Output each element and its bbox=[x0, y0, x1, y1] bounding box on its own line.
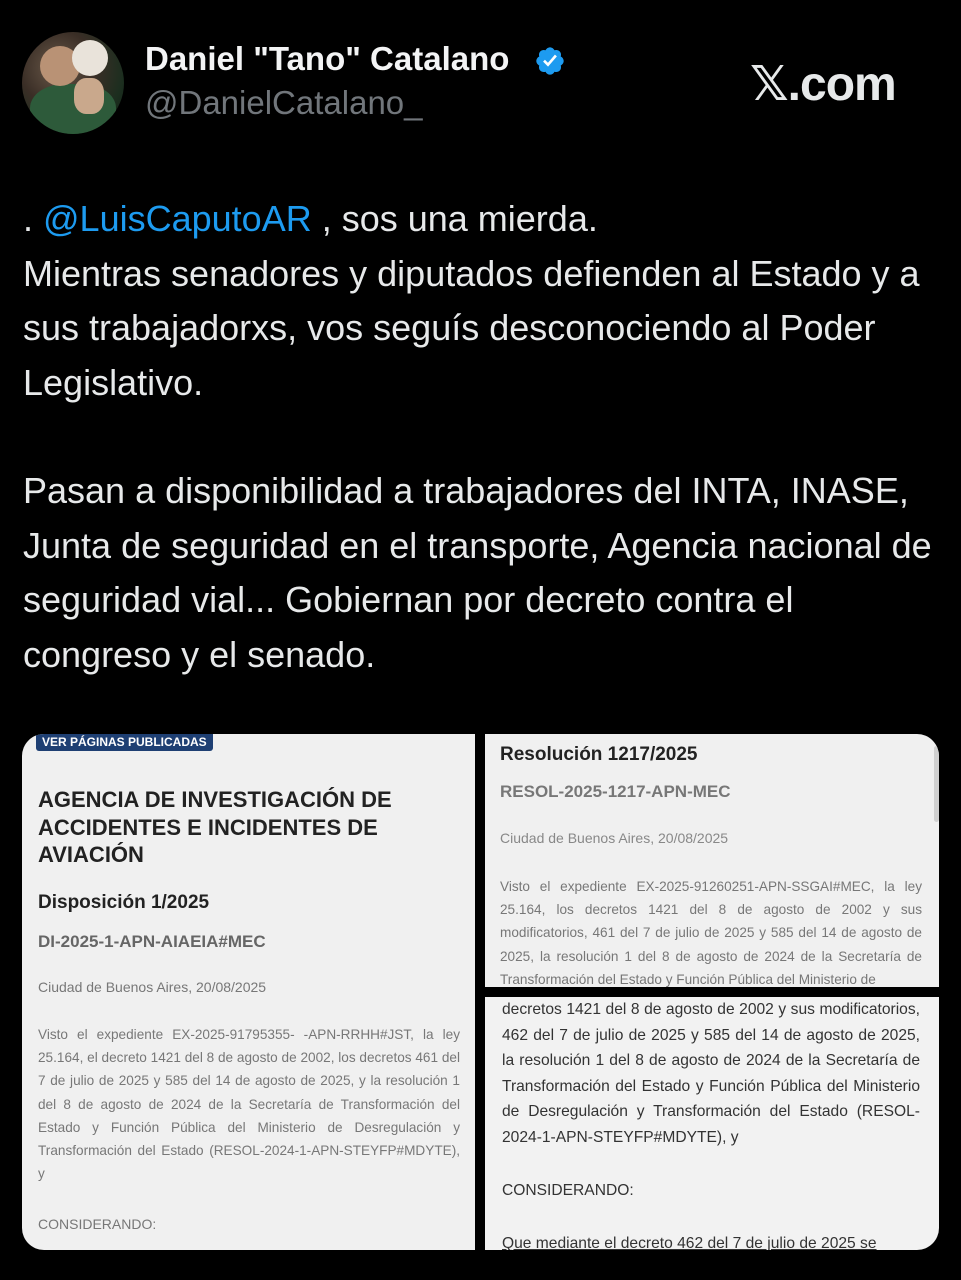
disposition-title: Disposición 1/2025 bbox=[38, 892, 210, 913]
media-image-left[interactable] bbox=[22, 734, 475, 1250]
display-name[interactable]: Daniel "Tano" Catalano bbox=[145, 40, 510, 77]
x-logo-icon: 𝕏 bbox=[750, 56, 788, 112]
tweet-prefix: . bbox=[23, 198, 44, 239]
mention-link[interactable]: @LuisCaputoAR bbox=[43, 198, 312, 239]
tweet-line-1 bbox=[23, 192, 943, 247]
verified-badge-icon bbox=[534, 45, 566, 77]
resolution-code: RESOL-2025-1217-APN-MEC bbox=[500, 782, 731, 801]
document-body: Visto el expediente EX-2025-91260251-APN-SSGAI#MEC, la ley 25.164, los decretos 1421 del 8 de agosto de 2002 y sus modificatorios, 461 del 7 de julio de 2025 y 585 del 14 de agosto de 2025, la resolución 1 del 8 de agosto de 2024 de la Secretaría de Transformación del Estado y Función Pública del Ministerio de bbox=[500, 879, 922, 987]
media-image-right-top[interactable] bbox=[485, 734, 939, 987]
media-grid bbox=[22, 734, 939, 1250]
document-body: decretos 1421 del 8 de agosto de 2002 y sus modificatorios, 462 del 7 de julio de 2025 y 585 del 14 de agosto de 2025, la resolución 1 del 8 de agosto de 2024 de la Secretaría de Transformación del Estado y Función Pública del Ministerio de Desregulación y Transformación del Estado (RESOL-2024-1-APN-STEYFP#MDYTE), y bbox=[502, 1001, 920, 1146]
media-image-right-bottom[interactable] bbox=[485, 997, 939, 1250]
city-date: Ciudad de Buenos Aires, 20/08/2025 bbox=[38, 979, 267, 995]
considerando-label: CONSIDERANDO: bbox=[502, 1182, 634, 1199]
considerando-label: CONSIDERANDO: bbox=[38, 1216, 157, 1232]
city-date: Ciudad de Buenos Aires, 20/08/2025 bbox=[500, 830, 729, 846]
scrollbar bbox=[934, 746, 939, 822]
brand-domain: .com bbox=[787, 58, 896, 111]
published-pages-badge: VER PÁGINAS PUBLICADAS bbox=[36, 734, 213, 751]
tweet-paragraph-1: Mientras senadores y diputados defienden al Estado y a sus trabajadorxs, vos seguís desconociendo al Poder Legislativo. bbox=[23, 252, 920, 403]
user-handle[interactable]: @DanielCatalano_ bbox=[145, 84, 423, 121]
document-body-continued: Que mediante el decreto 462 del 7 de julio de 2025 se bbox=[502, 1235, 877, 1250]
tweet-line1-suffix: , sos una mierda. bbox=[311, 198, 598, 239]
agency-title: AGENCIA DE INVESTIGACIÓN DE ACCIDENTES E INCIDENTES DE AVIACIÓN bbox=[38, 787, 392, 867]
document-body: Visto el expediente EX-2025-91795355- -APN-RRHH#JST, la ley 25.164, el decreto 1421 del 8 de agosto de 2002, los decretos 461 del 7 de julio de 2025 y 585 del 14 de agosto de 2025, y la resolución 1 del 8 de agosto de 2024 de la Secretaría de Transformación del Estado y Función Pública del Ministerio de Desregulación y Transformación del Estado (RESOL-2024-1-APN-STEYFP#MDYTE), y bbox=[38, 1027, 460, 1182]
tweet-paragraph-2: Pasan a disponibilidad a trabajadores del INTA, INASE, Junta de seguridad en el transporte, Agencia nacional de seguridad vial... Gobiernan por decreto contra el congreso y el senado. bbox=[23, 470, 932, 675]
resolution-title: Resolución 1217/2025 bbox=[500, 744, 698, 765]
avatar[interactable] bbox=[22, 32, 124, 134]
brand-logo bbox=[750, 56, 896, 112]
tweet-text bbox=[23, 192, 943, 682]
disposition-code: DI-2025-1-APN-AIAEIA#MEC bbox=[38, 932, 266, 951]
